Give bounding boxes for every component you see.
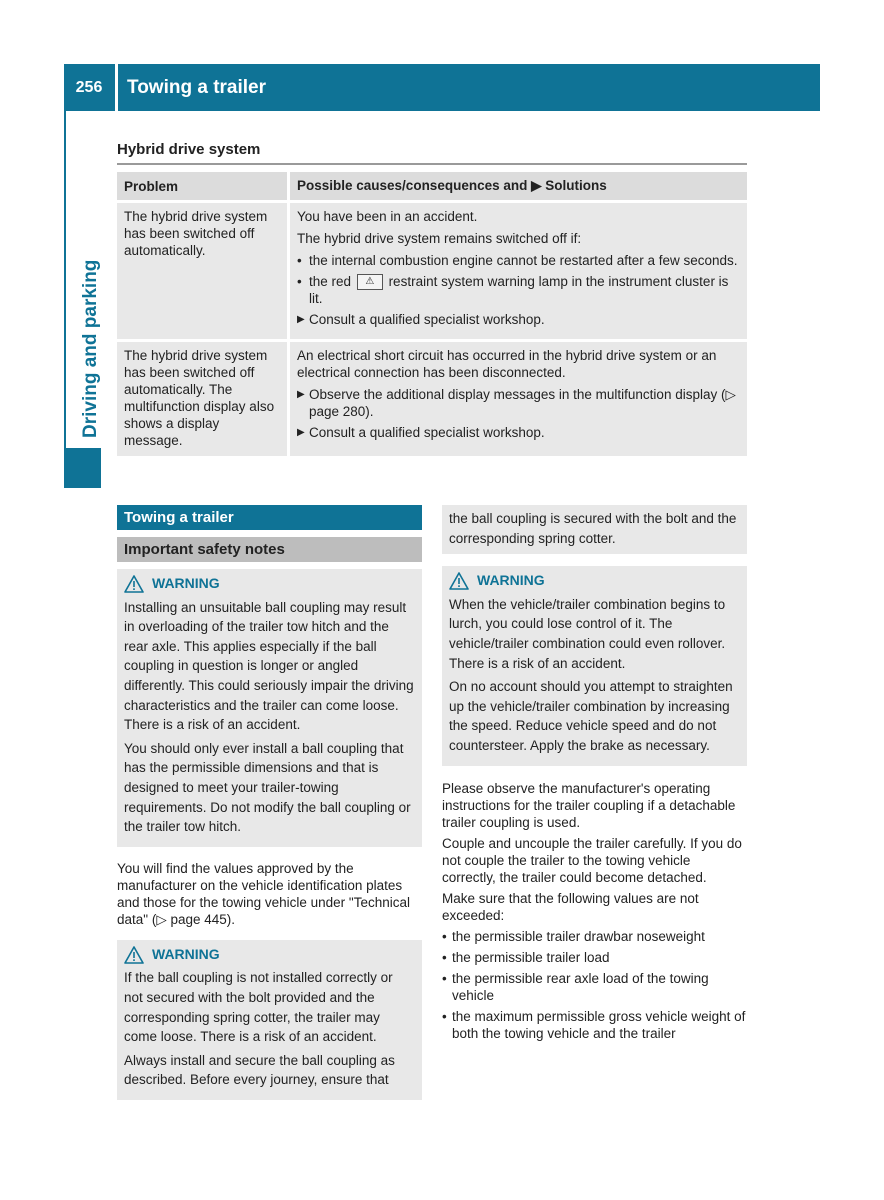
warning-text: On no account should you attempt to straighten up the vehicle/trailer combination by increasing the speed. Reduce vehicle speed and do not countersteer. Apply the brake as necessary. — [449, 679, 733, 753]
body-paragraph: Make sure that the following values are not exceeded: — [442, 890, 699, 923]
body-paragraph: Please observe the manufacturer's operating instructions for the trailer coupling if a detachable trailer coupling is used. — [442, 780, 736, 830]
warning-text: Always install and secure the ball coupling as described. Before every journey, ensure that — [124, 1052, 395, 1088]
side-rule — [64, 111, 66, 451]
restraint-system-lamp-icon: ⚠ — [357, 274, 383, 290]
arrow-right-icon: ▶ — [297, 314, 305, 326]
bullet-icon: • — [442, 970, 447, 986]
solution-step — [297, 424, 740, 441]
page-header — [64, 64, 820, 111]
solution-step-text: Consult a qualified specialist workshop. — [309, 425, 545, 441]
list-item-text: the permissible rear axle load of the towing vehicle — [452, 970, 709, 1003]
list-item-text-end: restraint system warning lamp in the instrument cluster is lit. — [309, 274, 729, 307]
section-heading-towing: Towing a trailer — [117, 505, 422, 530]
body-text — [442, 780, 747, 1042]
warning-triangle-icon — [124, 575, 144, 593]
list-item-text: the permissible trailer load — [452, 949, 610, 965]
warning-box — [442, 566, 747, 765]
solution-step — [297, 386, 740, 420]
list-item — [297, 252, 740, 269]
warning-text: Installing an unsuitable ball coupling may result in overloading of the trailer tow hitch and the rear axle. This applies especially if the ball coupling in question is longer or angled differently. This could seriously impair the driving characteristics and the trailer can come loose. There is a risk of an accident. — [124, 599, 414, 733]
list-item — [442, 949, 747, 966]
bullet-icon: • — [442, 1008, 447, 1024]
warning-heading — [124, 574, 415, 594]
warning-label: WARNING — [477, 572, 545, 589]
bullet-icon: • — [442, 949, 447, 965]
bullet-icon: • — [442, 928, 447, 944]
warning-continuation — [442, 505, 747, 554]
cause-text: The hybrid drive system remains switched off if: — [297, 231, 582, 246]
list-item — [442, 970, 747, 1004]
warning-text: the ball coupling is secured with the bolt and the corresponding spring cotter. — [449, 511, 737, 546]
page-number: 256 — [75, 78, 103, 96]
warning-box — [117, 569, 422, 847]
header-divider — [115, 64, 118, 111]
subsection-heading-safety: Important safety notes — [117, 537, 422, 562]
warning-label: WARNING — [152, 945, 220, 962]
warning-label: WARNING — [152, 575, 220, 591]
warning-heading — [124, 945, 415, 965]
section-title-hybrid: Hybrid drive system — [117, 141, 261, 158]
table-row — [117, 342, 747, 456]
list-item-text: the maximum permissible gross vehicle weight of both the towing vehicle and the trailer — [452, 1008, 746, 1041]
cause-text: An electrical short circuit has occurred in the hybrid drive system or an electrical connection has been disconnected. — [297, 348, 717, 381]
right-column — [442, 505, 747, 1046]
warning-heading — [449, 571, 740, 591]
bullet-icon: • — [297, 253, 302, 268]
list-item-text: the permissible trailer drawbar noseweight — [452, 928, 705, 944]
column-header-causes: Possible causes/consequences and ▶ Solutions — [290, 172, 747, 200]
body-paragraph: Couple and uncouple the trailer carefully. If you do not couple the trailer to the towing vehicle correctly, the trailer could become detached. — [442, 835, 742, 885]
bullet-icon: • — [297, 274, 302, 289]
warning-text: When the vehicle/trailer combination begins to lurch, you could lose control of it. The vehicle/trailer combination could even rollover. There is a risk of an accident. — [449, 596, 726, 671]
solution-step-text: Observe the additional display messages in the multifunction display (▷ page 280). — [309, 387, 736, 420]
list-item-content — [309, 273, 740, 307]
list-item — [297, 273, 740, 307]
table-row — [117, 203, 747, 339]
warning-box — [117, 940, 422, 1100]
column-header-problem: Problem — [117, 172, 287, 200]
list-item — [442, 1008, 747, 1042]
warning-text: If the ball coupling is not installed correctly or not secured with the bolt provided and the corresponding spring cotter, the trailer may come loose. There is a risk of an accident. — [124, 970, 393, 1045]
side-tab-label: Driving and parking — [80, 259, 101, 438]
solution-cell — [290, 342, 747, 456]
list-item — [442, 928, 747, 945]
left-column — [117, 505, 422, 1100]
solution-cell — [290, 203, 747, 339]
warning-triangle-icon — [124, 946, 144, 964]
arrow-right-icon: ▶ — [297, 427, 305, 439]
body-paragraph: You will find the values approved by the manufacturer on the vehicle identification plates and those for the towing vehicle under "Technical data" (▷ page 445). — [117, 860, 410, 927]
arrow-right-icon: ▶ — [297, 389, 305, 401]
cause-text: You have been in an accident. — [297, 209, 478, 224]
list-item-text-start: the red — [309, 274, 352, 289]
list-item-text: the internal combustion engine cannot be restarted after a few seconds. — [309, 253, 738, 268]
solution-step — [297, 311, 740, 328]
problem-cell: The hybrid drive system has been switched off automatically. — [117, 203, 287, 339]
problem-table — [117, 172, 747, 456]
side-tab-block — [64, 448, 101, 488]
page-title: Towing a trailer — [127, 76, 267, 98]
table-header-row — [117, 172, 747, 200]
warning-triangle-icon — [449, 572, 469, 590]
solution-step-text: Consult a qualified specialist workshop. — [309, 312, 545, 328]
section-rule — [117, 163, 747, 165]
warning-text: You should only ever install a ball coupling that has the permissible dimensions and that is designed to meet your trailer-towing requirements. Do not modify the ball coupling or the trailer tow hitch. — [124, 740, 411, 835]
problem-cell: The hybrid drive system has been switched off automatically. The multifunction display also shows a display message. — [117, 342, 287, 456]
